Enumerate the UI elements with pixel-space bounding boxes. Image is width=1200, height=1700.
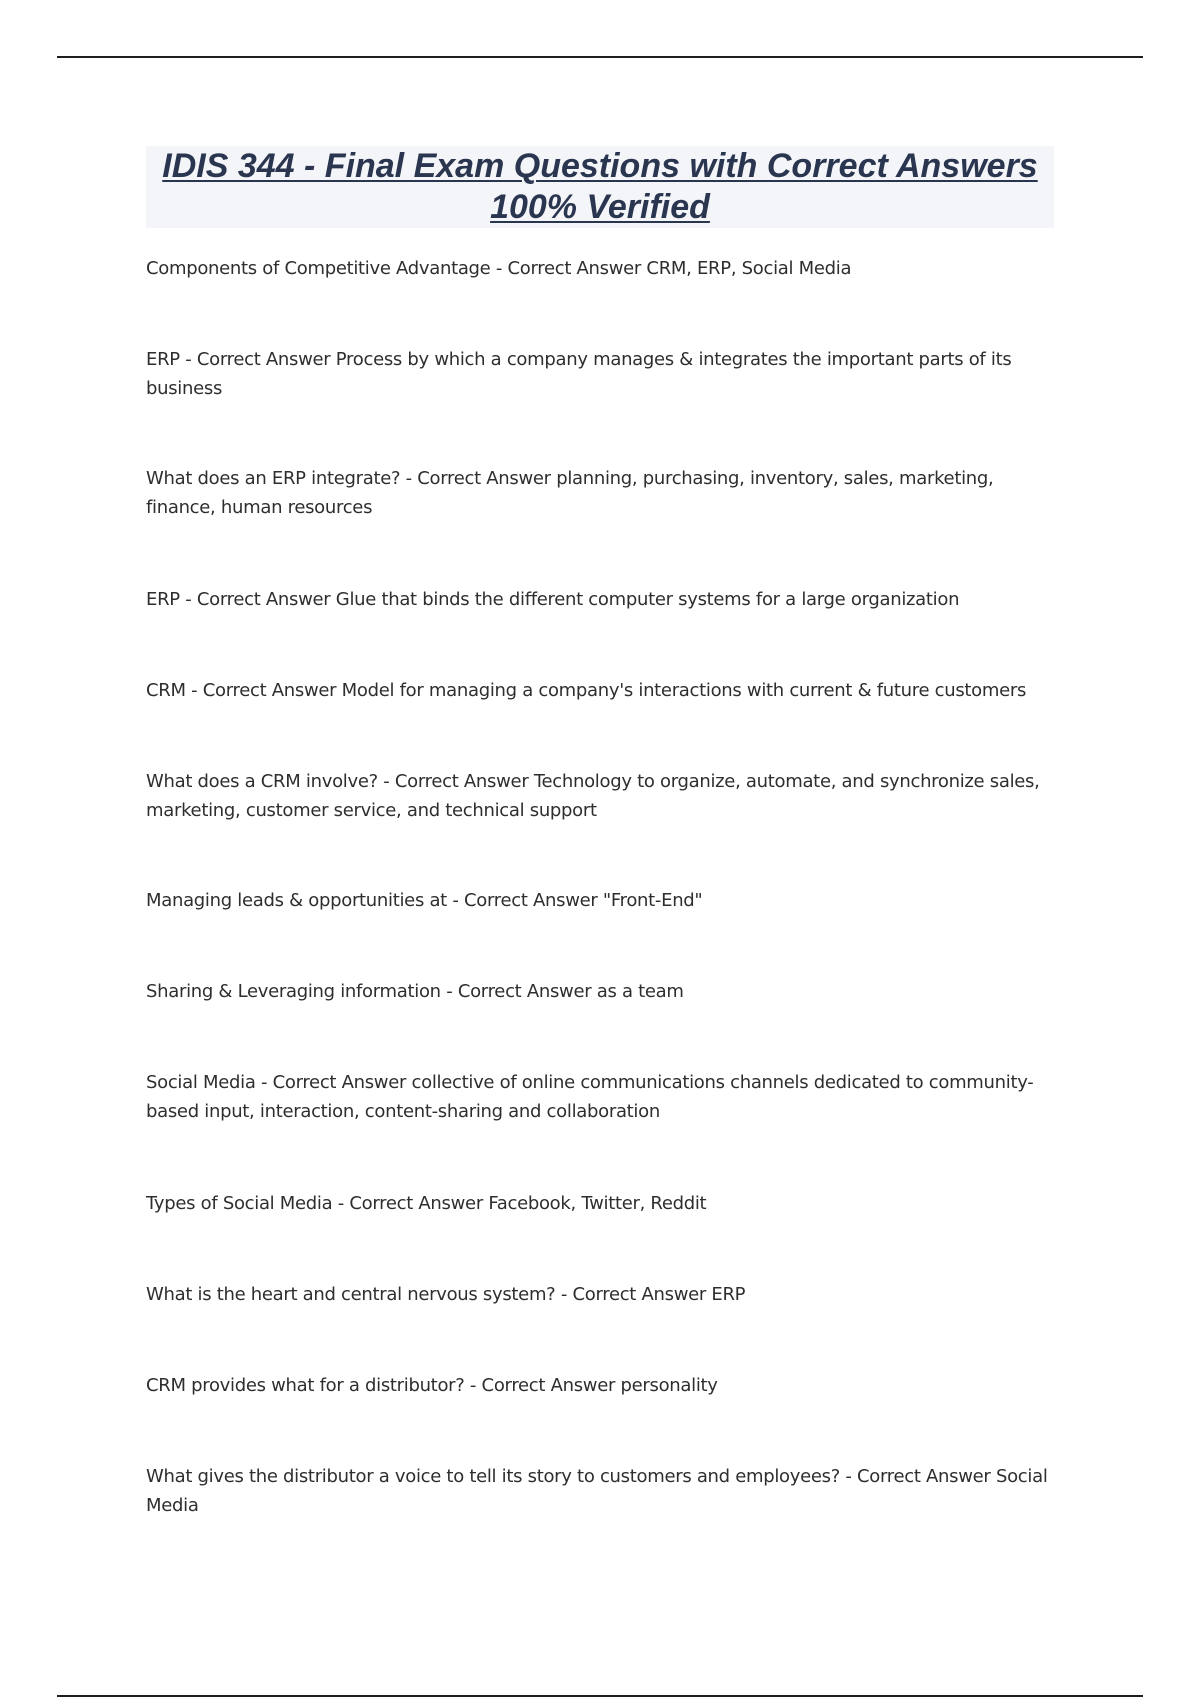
qa-item: What is the heart and central nervous system? - Correct Answer ERP [146, 1284, 746, 1305]
qa-item: What gives the distributor a voice to tell its story to customers and employees? - Correct Answer Social Media [146, 1466, 1048, 1516]
qa-item: Managing leads & opportunities at - Correct Answer "Front-End" [146, 890, 703, 911]
qa-item: CRM - Correct Answer Model for managing a company's interactions with current & future customers [146, 680, 1027, 701]
top-divider [57, 56, 1143, 58]
title-banner [146, 146, 1054, 228]
qa-item: What does a CRM involve? - Correct Answer Technology to organize, automate, and synchronize sales, marketing, customer service, and technical support [146, 771, 1040, 821]
qa-item: Types of Social Media - Correct Answer Facebook, Twitter, Reddit [146, 1193, 707, 1214]
qa-item: ERP - Correct Answer Process by which a company manages & integrates the important parts of its business [146, 349, 1012, 399]
qa-item: Components of Competitive Advantage - Correct Answer CRM, ERP, Social Media [146, 258, 852, 279]
qa-item: ERP - Correct Answer Glue that binds the different computer systems for a large organization [146, 589, 960, 610]
qa-item: What does an ERP integrate? - Correct Answer planning, purchasing, inventory, sales, marketing, finance, human resources [146, 468, 994, 518]
bottom-divider [57, 1695, 1143, 1697]
qa-item: CRM provides what for a distributor? - Correct Answer personality [146, 1375, 718, 1396]
qa-item: Social Media - Correct Answer collective of online communications channels dedicated to community-based input, interaction, content-sharing and collaboration [146, 1072, 1034, 1122]
qa-item: Sharing & Leveraging information - Correct Answer as a team [146, 981, 684, 1002]
document-title: IDIS 344 - Final Exam Questions with Correct Answers 100% Verified [162, 147, 1038, 226]
